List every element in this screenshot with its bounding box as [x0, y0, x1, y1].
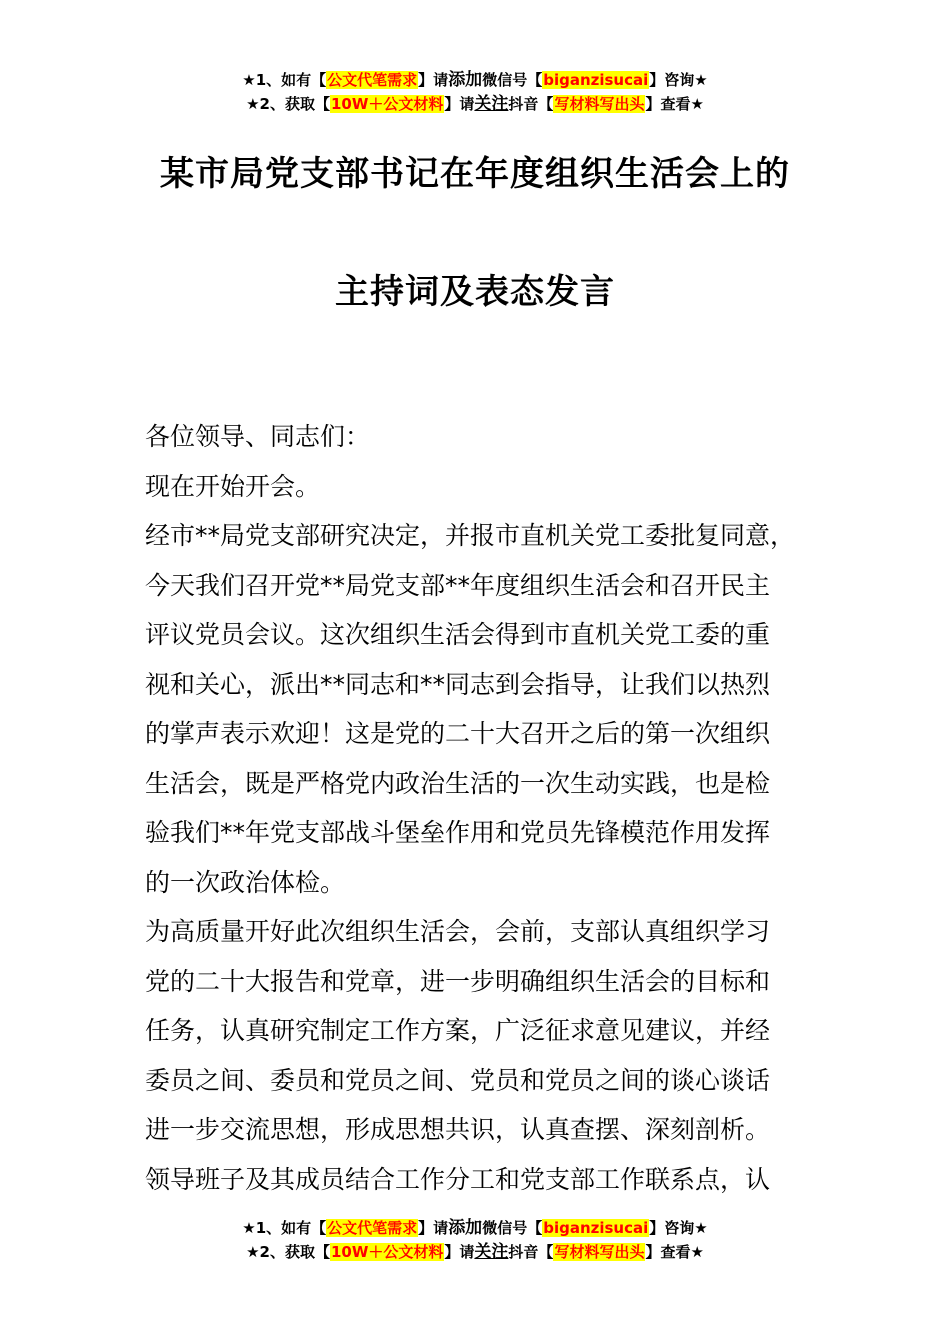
banner-text: 】咨询★	[649, 71, 708, 89]
banner-text: 】查看★	[645, 1243, 704, 1261]
highlight-douyin-account: 写材料写出头	[554, 95, 645, 113]
highlight-wechat-id: biganzisucai	[543, 1219, 649, 1237]
banner-emphasis: 添加	[448, 1218, 483, 1238]
banner-text: 】请	[418, 1219, 449, 1237]
body-line: 经市**局党支部研究决定，并报市直机关党工委批复同意，	[145, 521, 796, 550]
banner-text: ★2、获取【	[246, 95, 330, 113]
banner-text: 】请	[444, 1243, 475, 1261]
banner-line-1	[0, 68, 950, 92]
document-title-line-1: 某市局党支部书记在年度组织生活会上的	[160, 154, 790, 194]
body-line: 任务，认真研究制定工作方案，广泛征求意见建议，并经	[145, 1016, 771, 1045]
highlight-service: 公文代笔需求	[327, 71, 418, 89]
banner-text: ★2、获取【	[246, 1243, 330, 1261]
footer-banner	[0, 1216, 950, 1264]
banner-text: ★1、如有【	[242, 1219, 327, 1237]
body-line: 为高质量开好此次组织生活会，会前，支部认真组织学习	[145, 917, 771, 946]
highlight-materials: 10W＋公文材料	[330, 95, 444, 113]
banner-line-1	[0, 1216, 950, 1240]
highlight-douyin-account: 写材料写出头	[554, 1243, 645, 1261]
header-banner	[0, 68, 950, 116]
body-line: 各位领导、同志们：	[145, 422, 371, 451]
body-line: 委员之间、委员和党员之间、党员和党员之间的谈心谈话	[145, 1065, 771, 1095]
banner-emphasis: 关注	[474, 94, 509, 114]
body-line: 视和关心，派出**同志和**同志到会指导，让我们以热烈	[145, 669, 771, 699]
banner-text: ★1、如有【	[242, 71, 327, 89]
body-line: 党的二十大报告和党章，进一步明确组织生活会的目标和	[145, 966, 771, 996]
banner-text: 】查看★	[645, 95, 704, 113]
document-title-line-2: 主持词及表态发言	[335, 272, 615, 312]
banner-line-2	[0, 92, 950, 116]
highlight-materials: 10W＋公文材料	[330, 1243, 444, 1261]
banner-line-2	[0, 1240, 950, 1264]
banner-text: 抖音【	[508, 1243, 554, 1261]
banner-emphasis: 添加	[448, 70, 483, 90]
body-line: 进一步交流思想，形成思想共识，认真查摆、深刻剖析。	[145, 1115, 771, 1144]
banner-text: 微信号【	[482, 71, 543, 89]
banner-text: 】咨询★	[649, 1219, 708, 1237]
body-line: 现在开始开会。	[145, 471, 321, 501]
body-line: 生活会，既是严格党内政治生活的一次生动实践，也是检	[145, 768, 771, 798]
banner-text: 】请	[418, 71, 449, 89]
banner-emphasis: 关注	[474, 1242, 509, 1262]
highlight-service: 公文代笔需求	[327, 1219, 418, 1237]
body-line: 的掌声表示欢迎！这是党的二十大召开之后的第一次组织	[145, 719, 771, 748]
body-line: 领导班子及其成员结合工作分工和党支部工作联系点，认	[145, 1164, 771, 1194]
highlight-wechat-id: biganzisucai	[543, 71, 649, 89]
banner-text: 抖音【	[508, 95, 554, 113]
banner-text: 】请	[444, 95, 475, 113]
body-line: 今天我们召开党**局党支部**年度组织生活会和召开民主	[145, 570, 771, 600]
body-line: 评议党员会议。这次组织生活会得到市直机关党工委的重	[145, 620, 771, 649]
body-line: 的一次政治体检。	[145, 867, 346, 897]
document-body	[145, 412, 835, 1204]
body-line: 验我们**年党支部战斗堡垒作用和党员先锋模范作用发挥	[145, 818, 771, 847]
banner-text: 微信号【	[482, 1219, 543, 1237]
